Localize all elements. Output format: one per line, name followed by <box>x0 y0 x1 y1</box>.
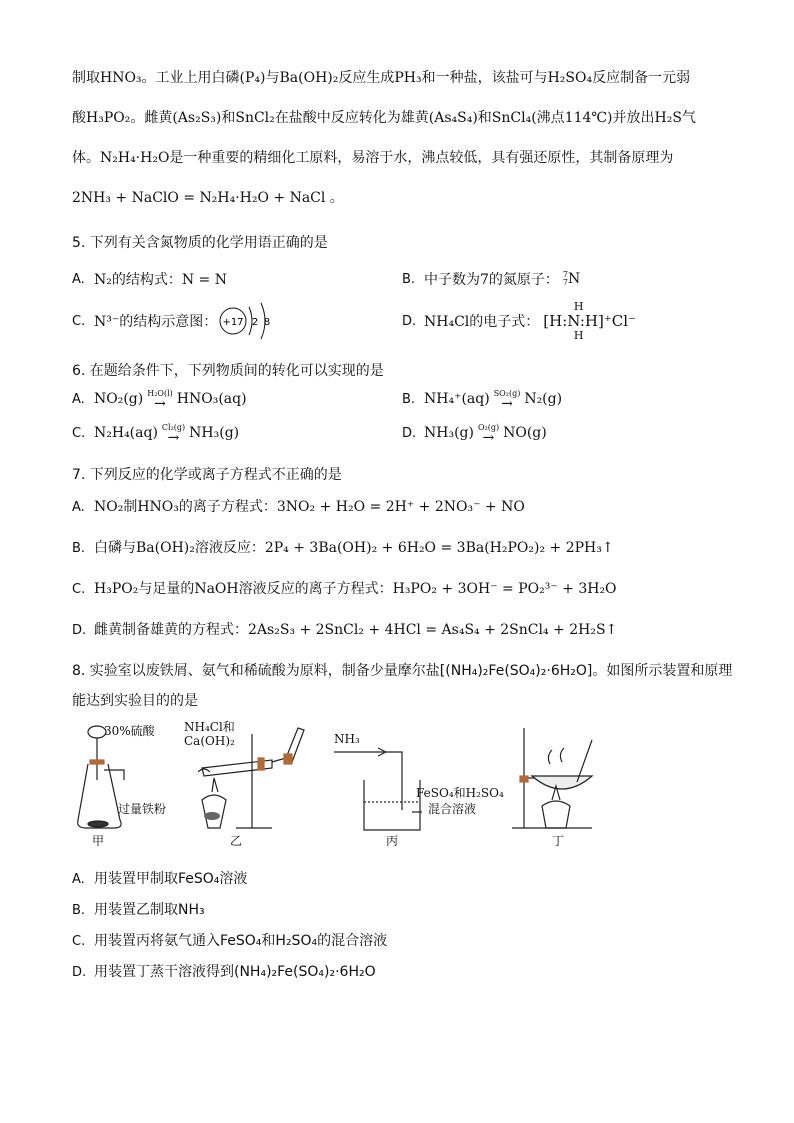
bing-solution-label-1: FeSO₄和H₂SO₄ <box>416 786 504 800</box>
isotope-mass: 7 <box>562 270 569 279</box>
q7-label-a: A. <box>72 500 85 515</box>
electron-formula-body: [H:N:H]⁺Cl⁻ <box>543 312 636 330</box>
shell-2-count: 8 <box>264 317 271 328</box>
intro-line-3: 体。N₂H₄·H₂O是一种重要的精细化工原料，易溶于水，沸点较低，具有强还原性，其制备原理为 <box>72 150 674 166</box>
q7-option-d-row <box>72 615 732 646</box>
q6-a-condition: H₂O(l) <box>147 388 173 398</box>
q6-options-row-1 <box>72 382 732 416</box>
apparatus-bing <box>334 748 422 830</box>
q8-label-b: B. <box>72 903 86 918</box>
q6-c-right: NH₃(g) <box>189 425 240 441</box>
q8-label-c: C. <box>72 934 86 949</box>
shell-1-count: 2 <box>252 317 259 328</box>
ion-structure-diagram <box>217 299 287 343</box>
electron-formula-h-bottom: H <box>573 329 584 342</box>
q6-d-left: NH₃(g) <box>424 425 474 441</box>
q8-option-d-row <box>72 957 732 988</box>
q7-option-b-row <box>72 533 732 564</box>
electron-formula <box>543 301 636 341</box>
q7-label-c: C. <box>72 582 86 597</box>
q6-b-right: N₂(g) <box>524 391 563 407</box>
q6-options-row-2 <box>72 416 732 450</box>
q8-option-d: 用装置丁蒸干溶液得到(NH₄)₂Fe(SO₄)₂·6H₂O <box>94 964 376 980</box>
yi-reagent-label-2: Ca(OH)₂ <box>184 734 235 748</box>
q5-label-d: D. <box>402 313 417 329</box>
yi-label: 乙 <box>230 834 243 848</box>
q5-option-b: 中子数为7的氮原子： <box>424 272 559 288</box>
q6-label-d: D. <box>402 425 417 441</box>
q8-option-c-row <box>72 926 732 957</box>
q8-label-d: D. <box>72 965 87 980</box>
q5-options-row-1 <box>72 262 732 296</box>
q5-option-c: N³⁻的结构示意图： <box>94 314 218 330</box>
q8-option-b: 用装置乙制取NH₃ <box>94 902 205 918</box>
q7-option-a-row <box>72 492 732 523</box>
q7-option-b: 白磷与Ba(OH)₂溶液反应：2P₄ + 3Ba(OH)₂ + 6H₂O = 3Ba(H₂PO₂)₂ + 2PH₃↑ <box>94 540 614 556</box>
q5-label-a: A. <box>72 271 85 287</box>
apparatus-drawing <box>72 720 732 850</box>
electron-formula-h-top: H <box>573 300 584 313</box>
jia-acid-label: 30%硫酸 <box>104 724 155 738</box>
q5-option-d: NH₄Cl的电子式： <box>424 314 540 330</box>
q8-option-b-row <box>72 895 732 926</box>
bing-gas-label: NH₃ <box>334 732 360 746</box>
q7-option-a: NO₂制HNO₃的离子方程式：3NO₂ + H₂O = 2H⁺ + 2NO₃⁻ + NO <box>94 499 525 515</box>
q6-label-c: C. <box>72 425 86 441</box>
q8-option-c: 用装置丙将氨气通入FeSO₄和H₂SO₄的混合溶液 <box>94 933 388 949</box>
q7-option-c: H₃PO₂与足量的NaOH溶液反应的离子方程式：H₃PO₂ + 3OH⁻ = PO₂³⁻ + 3H₂O <box>94 581 617 597</box>
document-page <box>72 58 732 988</box>
isotope-symbol <box>563 271 580 287</box>
q5-stem: 5. 下列有关含氮物质的化学用语正确的是 <box>72 235 328 251</box>
q6-a-right: HNO₃(aq) <box>176 391 247 407</box>
q5-option-a: N₂的结构式：N = N <box>94 272 227 288</box>
q8-label-a: A. <box>72 872 85 887</box>
q5-label-c: C. <box>72 313 86 329</box>
q7-label-d: D. <box>72 623 87 638</box>
q6-stem: 6. 在题给条件下，下列物质间的转化可以实现的是 <box>72 363 384 379</box>
nucleus-charge: +17 <box>222 317 244 328</box>
q8-stem-line-1: 8. 实验室以废铁屑、氨气和稀硫酸为原料，制备少量摩尔盐[(NH₄)₂Fe(SO₄)₂·6H₂O]。如图所示装置和原理 <box>72 663 733 679</box>
intro-line-1: 制取HNO₃。工业上用白磷(P₄)与Ba(OH)₂反应生成PH₃和一种盐，该盐可与H₂SO₄反应制备一元弱 <box>72 70 691 86</box>
q6-a-left: NO₂(g) <box>94 391 144 407</box>
q6-a-arrow: H₂O(l) → <box>147 388 173 412</box>
intro-line-4: 2NH₃ + NaClO = N₂H₄·H₂O + NaCl 。 <box>72 190 344 206</box>
apparatus-ding <box>512 728 592 828</box>
q6-d-arrow: O₂(g) → <box>477 422 500 446</box>
apparatus-figure <box>72 720 732 850</box>
q6-b-left: NH₄⁺(aq) <box>424 391 490 407</box>
q6-d-condition: O₂(g) <box>477 422 500 432</box>
jia-powder-label: 过量铁粉 <box>118 802 167 816</box>
q7-option-d: 雌黄制备雄黄的方程式：2As₂S₃ + 2SnCl₂ + 4HCl = As₄S₄ + 2SnCl₄ + 2H₂S↑ <box>94 622 618 638</box>
q6-c-left: N₂H₄(aq) <box>94 425 158 441</box>
yi-reagent-label-1: NH₄Cl和 <box>184 720 235 734</box>
isotope-element: N <box>568 271 581 287</box>
q6-label-b: B. <box>402 391 416 407</box>
q7-stem: 7. 下列反应的化学或离子方程式不正确的是 <box>72 467 342 483</box>
q6-b-arrow: SO₂(g) → <box>493 388 521 412</box>
q6-c-condition: Cl₂(g) <box>161 422 186 432</box>
q6-label-a: A. <box>72 391 85 407</box>
intro-line-2: 酸H₃PO₂。雌黄(As₂S₃)和SnCl₂在盐酸中反应转化为雄黄(As₄S₄)和SnCl₄(沸点114℃)并放出H₂S气 <box>72 110 696 126</box>
q6-c-arrow: Cl₂(g) → <box>161 422 186 446</box>
q7-label-b: B. <box>72 541 86 556</box>
q5-options-row-2 <box>72 296 732 346</box>
jia-label: 甲 <box>92 834 105 848</box>
q5-label-b: B. <box>402 271 416 287</box>
q6-b-condition: SO₂(g) <box>493 388 521 398</box>
q7-option-c-row <box>72 574 732 605</box>
ding-label: 丁 <box>552 834 565 848</box>
q8-stem-line-2: 能达到实验目的的是 <box>72 693 198 709</box>
bing-solution-label-2: 混合溶液 <box>428 802 477 816</box>
q6-d-right: NO(g) <box>503 425 547 441</box>
q8-option-a: 用装置甲制取FeSO₄溶液 <box>94 871 248 887</box>
q8-option-a-row <box>72 864 732 895</box>
bing-label: 丙 <box>386 834 399 848</box>
isotope-number: 7 <box>562 278 569 287</box>
